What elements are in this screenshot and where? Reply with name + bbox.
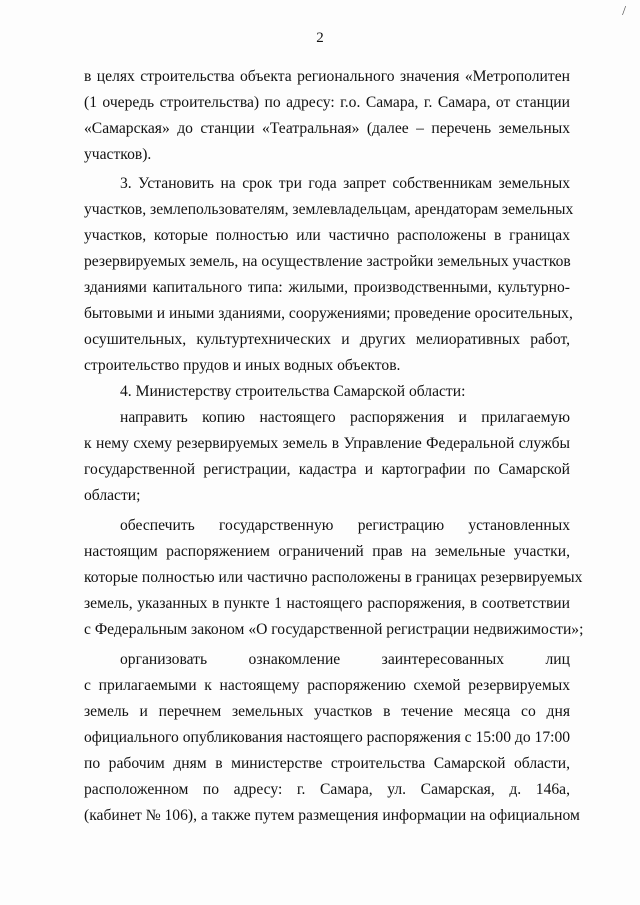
text-line: обеспечить государственную регистрацию установленных <box>120 517 570 534</box>
text-line: 4. Министерству строительства Самарской области: <box>120 383 466 400</box>
text-line: с Федеральным законом «О государственной регистрации недвижимости»; <box>84 621 584 638</box>
text-line: (1 очередь строительства) по адресу: г.о. Самара, г. Самара, от станции <box>84 94 570 111</box>
paragraph-obespechit <box>84 513 584 643</box>
text-line: (кабинет № 106), а также путем размещения информации на официальном <box>84 807 580 824</box>
paragraph-napravit <box>84 405 570 509</box>
paragraph-continuation <box>84 64 570 168</box>
page-number: 2 <box>316 30 324 46</box>
text-line: 3. Установить на срок три года запрет собственникам земельных <box>120 175 570 192</box>
text-line: участков). <box>84 146 152 163</box>
corner-mark: / <box>622 4 626 19</box>
text-line: области; <box>84 487 141 504</box>
text-line: официального опубликования настоящего распоряжения с 15:00 до 17:00 <box>84 729 571 746</box>
paragraph-item-4 <box>84 379 570 405</box>
text-line: участков, землепользователям, землевладельцам, арендаторам земельных <box>84 201 574 218</box>
document-body <box>84 64 584 829</box>
text-line: в целях строительства объекта регионального значения «Метрополитен <box>84 68 570 85</box>
paragraph-organizovat <box>84 647 580 829</box>
text-line: настоящим распоряжением ограничений прав на земельные участки, <box>84 543 570 560</box>
text-line: которые полностью или частично расположены в границах резервируемых <box>84 569 583 586</box>
text-line: строительство прудов и иных водных объектов. <box>84 357 401 374</box>
text-line: участков, которые полностью или частично расположены в границах <box>84 227 570 244</box>
text-line: бытовыми и иными зданиями, сооружениями; проведение оросительных, <box>84 305 573 322</box>
text-line: организовать ознакомление заинтересованных лиц <box>120 651 570 668</box>
text-line: земель, указанных в пункте 1 настоящего распоряжения, в соответствии <box>84 595 570 612</box>
text-line: земель и перечнем земельных участков в течение месяца со дня <box>84 703 570 720</box>
text-line: направить копию настоящего распоряжения и прилагаемую <box>120 409 570 426</box>
text-line: резервируемых земель, на осуществление застройки земельных участков <box>84 253 571 270</box>
text-line: по рабочим дням в министерстве строительства Самарской области, <box>84 755 570 772</box>
text-line: зданиями капитального типа: жилыми, производственными, культурно- <box>84 279 570 296</box>
text-line: осушительных, культуртехнических и других мелиоративных работ, <box>84 331 570 348</box>
text-line: расположенном по адресу: г. Самара, ул. Самарская, д. 146а, <box>84 781 570 798</box>
text-line: с прилагаемыми к настоящему распоряжению схемой резервируемых <box>84 677 570 694</box>
text-line: «Самарская» до станции «Театральная» (далее – перечень земельных <box>84 120 570 137</box>
paragraph-item-3 <box>84 171 574 379</box>
text-line: к нему схему резервируемых земель в Управление Федеральной службы <box>84 435 570 452</box>
text-line: государственной регистрации, кадастра и картографии по Самарской <box>84 461 570 478</box>
